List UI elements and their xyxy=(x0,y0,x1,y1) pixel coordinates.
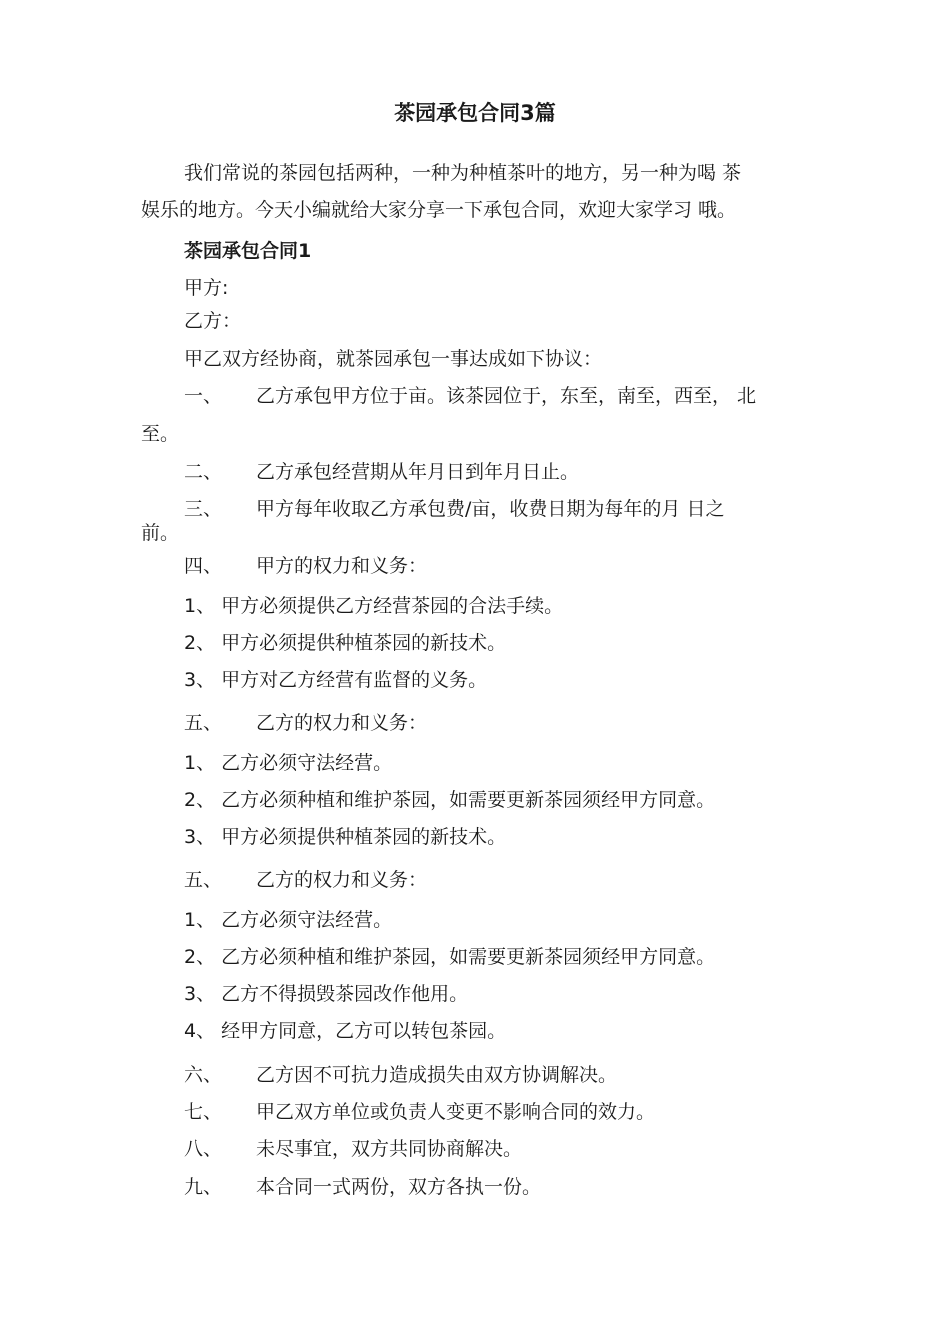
clause-text: 乙方的权力和义务： xyxy=(256,869,428,891)
clause-text: 乙方的权力和义务： xyxy=(256,712,428,734)
clause-number: 四、 xyxy=(184,555,223,577)
clause-continuation: 前。 xyxy=(141,522,180,544)
clause-number: 二、 xyxy=(184,461,223,483)
section-heading: 茶园承包合同1 xyxy=(184,240,312,262)
clause-number: 一、 xyxy=(184,385,223,407)
clause-number: 三、 xyxy=(184,498,223,520)
party-b-label: 乙方： xyxy=(184,310,242,332)
clause-number: 七、 xyxy=(184,1101,223,1123)
clause-text: 甲乙双方单位或负责人变更不影响合同的效力。 xyxy=(256,1101,656,1123)
list-item: 3、 甲方必须提供种植茶园的新技术。 xyxy=(184,826,507,848)
clause-number: 五、 xyxy=(184,869,223,891)
intro-line-1: 我们常说的茶园包括两种，一种为种植茶叶的地方，另一种为喝 茶 xyxy=(184,162,742,184)
list-item: 3、 乙方不得损毁茶园改作他用。 xyxy=(184,983,469,1005)
clause-continuation: 至。 xyxy=(141,423,180,445)
list-item: 1、 乙方必须守法经营。 xyxy=(184,752,393,774)
clause-number: 六、 xyxy=(184,1064,223,1086)
clause-text: 未尽事宜，双方共同协商解决。 xyxy=(256,1138,523,1160)
list-item: 2、 甲方必须提供种植茶园的新技术。 xyxy=(184,632,507,654)
clause-text: 本合同一式两份，双方各执一份。 xyxy=(256,1176,542,1198)
clause-text: 乙方承包经营期从年月日到年月日止。 xyxy=(256,461,580,483)
list-item: 2、 乙方必须种植和维护茶园，如需要更新茶园须经甲方同意。 xyxy=(184,946,716,968)
clause-number: 八、 xyxy=(184,1138,223,1160)
document-title: 茶园承包合同3篇 xyxy=(394,101,556,125)
intro-line-2: 娱乐的地方。今天小编就给大家分享一下承包合同，欢迎大家学习 哦。 xyxy=(141,199,737,221)
preamble: 甲乙双方经协商，就茶园承包一事达成如下协议： xyxy=(184,348,603,370)
list-item: 3、 甲方对乙方经营有监督的义务。 xyxy=(184,669,488,691)
clause-text: 甲方每年收取乙方承包费/亩，收费日期为每年的月 日之 xyxy=(256,498,725,520)
list-item: 4、 经甲方同意，乙方可以转包茶园。 xyxy=(184,1020,507,1042)
clause-text: 乙方承包甲方位于亩。该茶园位于，东至，南至，西至， 北 xyxy=(256,385,757,407)
list-item: 2、 乙方必须种植和维护茶园，如需要更新茶园须经甲方同意。 xyxy=(184,789,716,811)
list-item: 1、 甲方必须提供乙方经营茶园的合法手续。 xyxy=(184,595,564,617)
list-item: 1、 乙方必须守法经营。 xyxy=(184,909,393,931)
clause-text: 甲方的权力和义务： xyxy=(256,555,428,577)
clause-number: 五、 xyxy=(184,712,223,734)
party-a-label: 甲方: xyxy=(184,277,229,299)
clause-number: 九、 xyxy=(184,1176,223,1198)
clause-text: 乙方因不可抗力造成损失由双方协调解决。 xyxy=(256,1064,618,1086)
